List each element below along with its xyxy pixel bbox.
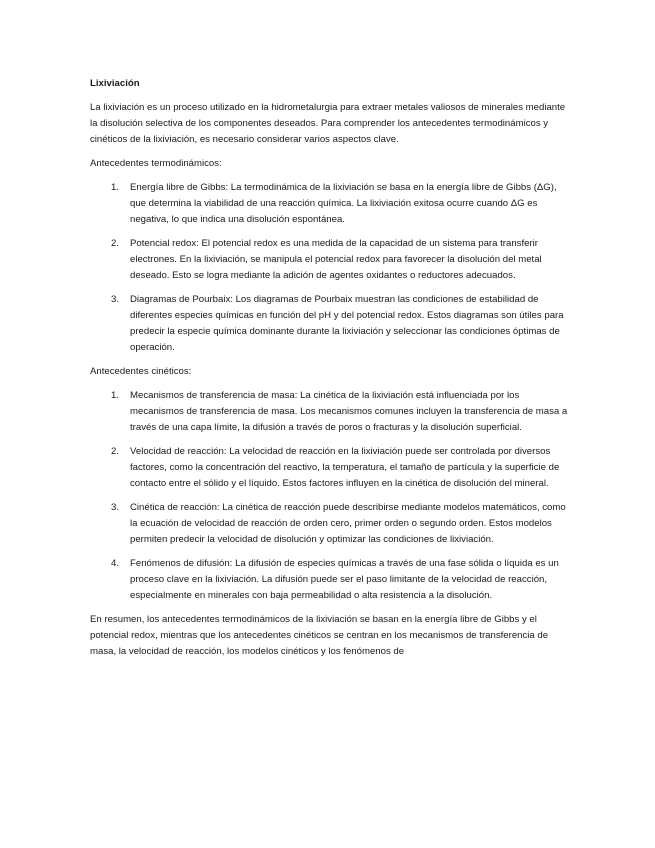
list-item [90,292,568,356]
list-item [90,236,568,284]
list-item-number: 2. [111,238,120,249]
list-item-text: Mecanismos de transferencia de masa: La cinética de la lixiviación está influenciada por los mecanismos de transferencia de masa. Los mecanismos comunes incluyen la transferencia de masa a través de una capa límite, la difusión a través de poros o fracturas y la disolución superficial. [130,390,568,433]
list-item-number: 3. [111,502,120,513]
summary-paragraph: En resumen, los antecedentes termodinámicos de la lixiviación se basan en la energía libre de Gibbs y el potencial redox, mientras que los antecedentes cinéticos se centran en los mecanismos de transferencia de masa, la velocidad de reacción, los modelos cinéticos y los fenómenos de [90,614,549,657]
thermo-list [90,180,568,356]
list-item [90,388,568,436]
list-item-number: 4. [111,558,120,569]
list-item [90,500,568,548]
list-item-text: Fenómenos de difusión: La difusión de especies químicas a través de una fase sólida o líquida es un proceso clave en la lixiviación. La difusión puede ser el paso limitante de la velocidad de reacción, especialmente en minerales con baja permeabilidad o alta resistencia a la disolución. [130,558,559,601]
list-item-text: Energía libre de Gibbs: La termodinámica de la lixiviación se basa en la energía libre de Gibbs (ΔG), que determina la viabilidad de una reacción química. La lixiviación exitosa ocurre cuando ΔG es negativa, lo que indica una disolución espontánea. [130,182,557,225]
kinetic-heading: Antecedentes cinéticos: [90,366,192,377]
kinetic-list [90,388,568,604]
list-item-text: Velocidad de reacción: La velocidad de reacción en la lixiviación puede ser controlada por diversos factores, como la concentración del reactivo, la temperatura, el tamaño de partícula y la superficie de contacto entre el sólido y el líquido. Estos factores influyen en la cinética de disolución del mineral. [130,446,560,489]
document-title: Lixiviación [90,78,140,89]
list-item [90,444,568,492]
document-body [90,76,568,660]
list-item-number: 2. [111,446,120,457]
list-item [90,180,568,228]
thermo-heading: Antecedentes termodinámicos: [90,158,222,169]
list-item-number: 1. [111,182,120,193]
list-item-number: 3. [111,294,120,305]
list-item-text: Cinética de reacción: La cinética de reacción puede describirse mediante modelos matemáticos, como la ecuación de velocidad de reacción de orden cero, primer orden o segundo orden. Estos modelos permiten predecir la velocidad de disolución y optimizar las condiciones de lixiviación. [130,502,566,545]
list-item-text: Potencial redox: El potencial redox es una medida de la capacidad de un sistema para transferir electrones. En la lixiviación, se manipula el potencial redox para favorecer la disolución del metal deseado. Esto se logra mediante la adición de agentes oxidantes o reductores adecuados. [130,238,542,281]
list-item [90,556,568,604]
list-item-number: 1. [111,390,120,401]
list-item-text: Diagramas de Pourbaix: Los diagramas de Pourbaix muestran las condiciones de estabilidad de diferentes especies químicas en función del pH y del potencial redox. Estos diagramas son útiles para predecir la especie química dominante durante la lixiviación y seleccionar las condiciones óptimas de operación. [130,294,564,353]
intro-paragraph: La lixiviación es un proceso utilizado en la hidrometalurgia para extraer metales valiosos de minerales mediante la disolución selectiva de los componentes deseados. Para comprender los antecedentes termodinámicos y cinéticos de la lixiviación, es necesario considerar varios aspectos clave. [90,102,566,145]
